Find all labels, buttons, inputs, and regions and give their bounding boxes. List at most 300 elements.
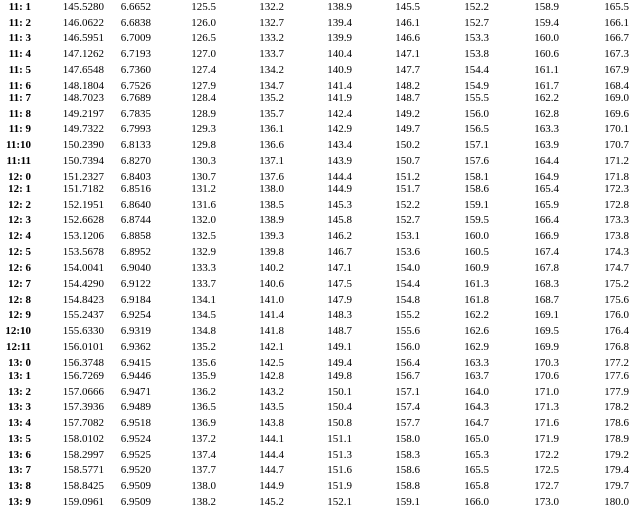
value-cell: 171.2 bbox=[604, 154, 629, 167]
value-cell: 176.8 bbox=[604, 340, 629, 353]
value-cell: 172.7 bbox=[534, 479, 559, 492]
value-cell: 159.4 bbox=[534, 16, 559, 29]
table-row bbox=[0, 433, 632, 445]
value-cell: 154.4 bbox=[464, 63, 489, 76]
value-cell: 156.7 bbox=[395, 370, 420, 382]
value-cell: 157.6 bbox=[464, 154, 489, 167]
value-cell: 133.3 bbox=[191, 261, 216, 274]
median-cell: 158.0102 bbox=[62, 432, 104, 445]
value-cell: 156.0 bbox=[464, 107, 489, 120]
value-cell: 135.2 bbox=[191, 340, 216, 353]
value-cell: 144.1 bbox=[259, 432, 284, 445]
sd-cell: 6.9520 bbox=[120, 464, 151, 477]
value-cell: 144.4 bbox=[259, 448, 284, 461]
value-cell: 138.0 bbox=[259, 183, 284, 195]
age-cell: 11:10 bbox=[5, 139, 31, 152]
value-cell: 166.9 bbox=[534, 230, 559, 243]
value-cell: 165.4 bbox=[534, 183, 559, 195]
value-cell: 163.3 bbox=[534, 123, 559, 136]
sd-cell: 6.9122 bbox=[120, 278, 151, 290]
value-cell: 177.6 bbox=[604, 370, 629, 382]
value-cell: 137.1 bbox=[259, 154, 284, 167]
value-cell: 171.6 bbox=[534, 417, 559, 430]
value-cell: 152.7 bbox=[464, 16, 489, 29]
median-cell: 148.7023 bbox=[62, 92, 104, 104]
value-cell: 151.2 bbox=[395, 170, 420, 183]
value-cell: 153.3 bbox=[464, 32, 489, 45]
value-cell: 171.8 bbox=[604, 170, 629, 183]
value-cell: 144.9 bbox=[259, 479, 284, 492]
table-row bbox=[0, 464, 632, 476]
value-cell: 164.4 bbox=[534, 154, 559, 167]
age-cell: 12: 9 bbox=[8, 309, 31, 322]
value-cell: 154.8 bbox=[395, 293, 420, 306]
value-cell: 178.9 bbox=[604, 432, 629, 445]
value-cell: 136.6 bbox=[259, 139, 284, 152]
value-cell: 159.1 bbox=[395, 495, 420, 508]
value-cell: 162.9 bbox=[464, 340, 489, 353]
table-row bbox=[0, 214, 632, 226]
value-cell: 175.6 bbox=[604, 293, 629, 306]
value-cell: 133.2 bbox=[259, 32, 284, 45]
value-cell: 138.5 bbox=[259, 198, 284, 211]
age-cell: 11: 6 bbox=[8, 79, 31, 92]
sd-cell: 6.7526 bbox=[120, 79, 151, 92]
sd-cell: 6.9524 bbox=[120, 432, 151, 445]
value-cell: 179.4 bbox=[604, 464, 629, 477]
age-cell: 12: 6 bbox=[8, 261, 31, 274]
value-cell: 150.8 bbox=[327, 417, 352, 430]
value-cell: 127.9 bbox=[191, 79, 216, 92]
value-cell: 169.5 bbox=[534, 325, 559, 338]
value-cell: 143.5 bbox=[259, 401, 284, 414]
sd-cell: 6.9040 bbox=[120, 261, 151, 274]
value-cell: 164.9 bbox=[534, 170, 559, 183]
median-cell: 152.6628 bbox=[62, 214, 104, 227]
value-cell: 158.1 bbox=[464, 170, 489, 183]
value-cell: 170.7 bbox=[604, 139, 629, 152]
value-cell: 161.8 bbox=[464, 293, 489, 306]
value-cell: 177.9 bbox=[604, 385, 629, 398]
value-cell: 151.1 bbox=[327, 432, 352, 445]
median-cell: 155.2437 bbox=[62, 309, 104, 322]
value-cell: 171.3 bbox=[534, 401, 559, 414]
value-cell: 141.4 bbox=[327, 79, 352, 92]
value-cell: 144.4 bbox=[327, 170, 352, 183]
value-cell: 155.6 bbox=[395, 325, 420, 338]
sd-cell: 6.8133 bbox=[120, 139, 151, 152]
value-cell: 129.8 bbox=[191, 139, 216, 152]
value-cell: 170.1 bbox=[604, 123, 629, 136]
value-cell: 145.2 bbox=[259, 495, 284, 508]
sd-cell: 6.9525 bbox=[120, 448, 151, 461]
sd-cell: 6.9362 bbox=[120, 340, 151, 353]
median-cell: 158.8425 bbox=[62, 479, 104, 492]
value-cell: 148.7 bbox=[395, 92, 420, 104]
median-cell: 157.0666 bbox=[62, 385, 104, 398]
value-cell: 162.6 bbox=[464, 325, 489, 338]
sd-cell: 6.9489 bbox=[120, 401, 151, 414]
median-cell: 149.2197 bbox=[62, 107, 104, 120]
table-row bbox=[0, 309, 632, 321]
sd-cell: 6.8858 bbox=[120, 230, 151, 243]
value-cell: 157.7 bbox=[395, 417, 420, 430]
value-cell: 171.9 bbox=[534, 432, 559, 445]
value-cell: 146.6 bbox=[395, 32, 420, 45]
value-cell: 135.6 bbox=[191, 356, 216, 369]
value-cell: 131.2 bbox=[191, 183, 216, 195]
value-cell: 145.3 bbox=[327, 198, 352, 211]
sd-cell: 6.6652 bbox=[120, 1, 151, 13]
value-cell: 128.9 bbox=[191, 107, 216, 120]
value-cell: 141.9 bbox=[327, 92, 352, 104]
age-cell: 11: 5 bbox=[8, 63, 31, 76]
value-cell: 158.0 bbox=[395, 432, 420, 445]
value-cell: 146.1 bbox=[395, 16, 420, 29]
sd-cell: 6.8403 bbox=[120, 170, 151, 183]
value-cell: 150.2 bbox=[395, 139, 420, 152]
table-row bbox=[0, 155, 632, 167]
value-cell: 130.3 bbox=[191, 154, 216, 167]
table-row bbox=[0, 386, 632, 398]
value-cell: 134.5 bbox=[191, 309, 216, 322]
table-row bbox=[0, 171, 632, 183]
value-cell: 132.2 bbox=[259, 1, 284, 13]
value-cell: 159.1 bbox=[464, 198, 489, 211]
value-cell: 138.2 bbox=[191, 495, 216, 508]
value-cell: 148.3 bbox=[327, 309, 352, 322]
value-cell: 142.9 bbox=[327, 123, 352, 136]
table-row bbox=[0, 401, 632, 413]
value-cell: 127.0 bbox=[191, 48, 216, 61]
age-cell: 12: 2 bbox=[8, 198, 31, 211]
value-cell: 156.4 bbox=[395, 356, 420, 369]
value-cell: 154.4 bbox=[395, 278, 420, 290]
value-cell: 154.0 bbox=[395, 261, 420, 274]
median-cell: 156.7269 bbox=[62, 370, 104, 382]
value-cell: 138.9 bbox=[259, 214, 284, 227]
median-cell: 152.1951 bbox=[62, 198, 104, 211]
value-cell: 175.2 bbox=[604, 278, 629, 290]
sd-cell: 6.7835 bbox=[120, 107, 151, 120]
value-cell: 158.6 bbox=[464, 183, 489, 195]
value-cell: 179.7 bbox=[604, 479, 629, 492]
value-cell: 165.5 bbox=[464, 464, 489, 477]
table-row bbox=[0, 80, 632, 92]
value-cell: 178.6 bbox=[604, 417, 629, 430]
table-row bbox=[0, 17, 632, 29]
value-cell: 137.7 bbox=[191, 464, 216, 477]
table-row bbox=[0, 64, 632, 76]
median-cell: 156.3748 bbox=[62, 356, 104, 369]
age-cell: 11: 8 bbox=[8, 107, 31, 120]
median-cell: 150.7394 bbox=[62, 154, 104, 167]
value-cell: 157.4 bbox=[395, 401, 420, 414]
value-cell: 140.6 bbox=[259, 278, 284, 290]
median-cell: 151.2327 bbox=[62, 170, 104, 183]
age-cell: 13: 7 bbox=[8, 464, 31, 477]
value-cell: 140.4 bbox=[327, 48, 352, 61]
value-cell: 160.5 bbox=[464, 245, 489, 258]
value-cell: 146.7 bbox=[327, 245, 352, 258]
value-cell: 149.8 bbox=[327, 370, 352, 382]
value-cell: 169.6 bbox=[604, 107, 629, 120]
value-cell: 137.2 bbox=[191, 432, 216, 445]
value-cell: 148.7 bbox=[327, 325, 352, 338]
median-cell: 150.2390 bbox=[62, 139, 104, 152]
value-cell: 157.1 bbox=[464, 139, 489, 152]
value-cell: 165.3 bbox=[464, 448, 489, 461]
value-cell: 132.7 bbox=[259, 16, 284, 29]
value-cell: 150.4 bbox=[327, 401, 352, 414]
sd-cell: 6.9184 bbox=[120, 293, 151, 306]
age-cell: 12: 4 bbox=[8, 230, 31, 243]
table-row bbox=[0, 417, 632, 429]
table-row bbox=[0, 246, 632, 258]
table-row bbox=[0, 357, 632, 369]
age-cell: 13: 6 bbox=[8, 448, 31, 461]
age-cell: 12: 8 bbox=[8, 293, 31, 306]
value-cell: 140.2 bbox=[259, 261, 284, 274]
value-cell: 151.9 bbox=[327, 479, 352, 492]
value-cell: 152.1 bbox=[327, 495, 352, 508]
value-cell: 126.0 bbox=[191, 16, 216, 29]
value-cell: 163.3 bbox=[464, 356, 489, 369]
value-cell: 147.9 bbox=[327, 293, 352, 306]
value-cell: 135.7 bbox=[259, 107, 284, 120]
table-row bbox=[0, 496, 632, 508]
value-cell: 161.1 bbox=[534, 63, 559, 76]
value-cell: 139.4 bbox=[327, 16, 352, 29]
age-cell: 11:11 bbox=[6, 154, 31, 167]
value-cell: 148.2 bbox=[395, 79, 420, 92]
sd-cell: 6.9509 bbox=[120, 479, 151, 492]
value-cell: 149.7 bbox=[395, 123, 420, 136]
value-cell: 145.5 bbox=[395, 1, 420, 13]
age-cell: 11: 9 bbox=[8, 123, 31, 136]
value-cell: 169.1 bbox=[534, 309, 559, 322]
value-cell: 173.8 bbox=[604, 230, 629, 243]
sd-cell: 6.7689 bbox=[120, 92, 151, 104]
value-cell: 147.1 bbox=[395, 48, 420, 61]
median-cell: 155.6330 bbox=[62, 325, 104, 338]
value-cell: 137.4 bbox=[191, 448, 216, 461]
sd-cell: 6.8744 bbox=[120, 214, 151, 227]
value-cell: 132.5 bbox=[191, 230, 216, 243]
sd-cell: 6.9415 bbox=[120, 356, 151, 369]
median-cell: 145.5280 bbox=[62, 1, 104, 13]
age-cell: 12: 1 bbox=[8, 183, 31, 195]
value-cell: 158.9 bbox=[534, 1, 559, 13]
sd-cell: 6.9471 bbox=[120, 385, 151, 398]
value-cell: 173.3 bbox=[604, 214, 629, 227]
median-cell: 151.7182 bbox=[62, 183, 104, 195]
median-cell: 154.8423 bbox=[62, 293, 104, 306]
value-cell: 167.9 bbox=[604, 63, 629, 76]
table-row bbox=[0, 183, 632, 195]
value-cell: 133.7 bbox=[259, 48, 284, 61]
value-cell: 166.1 bbox=[604, 16, 629, 29]
value-cell: 172.8 bbox=[604, 198, 629, 211]
value-cell: 162.8 bbox=[534, 107, 559, 120]
value-cell: 172.5 bbox=[534, 464, 559, 477]
table-row bbox=[0, 480, 632, 492]
value-cell: 137.6 bbox=[259, 170, 284, 183]
median-cell: 154.0041 bbox=[62, 261, 104, 274]
value-cell: 142.4 bbox=[327, 107, 352, 120]
value-cell: 155.5 bbox=[464, 92, 489, 104]
value-cell: 171.0 bbox=[534, 385, 559, 398]
value-cell: 145.8 bbox=[327, 214, 352, 227]
sd-cell: 6.8640 bbox=[120, 198, 151, 211]
value-cell: 157.1 bbox=[395, 385, 420, 398]
age-cell: 12:10 bbox=[5, 325, 31, 338]
value-cell: 165.5 bbox=[604, 1, 629, 13]
value-cell: 169.0 bbox=[604, 92, 629, 104]
value-cell: 173.0 bbox=[534, 495, 559, 508]
sd-cell: 6.9518 bbox=[120, 417, 151, 430]
value-cell: 127.4 bbox=[191, 63, 216, 76]
value-cell: 153.1 bbox=[395, 230, 420, 243]
value-cell: 163.9 bbox=[534, 139, 559, 152]
age-cell: 13: 2 bbox=[8, 385, 31, 398]
value-cell: 147.5 bbox=[327, 278, 352, 290]
value-cell: 131.6 bbox=[191, 198, 216, 211]
value-cell: 174.7 bbox=[604, 261, 629, 274]
value-cell: 176.0 bbox=[604, 309, 629, 322]
value-cell: 144.9 bbox=[327, 183, 352, 195]
value-cell: 142.8 bbox=[259, 370, 284, 382]
value-cell: 167.4 bbox=[534, 245, 559, 258]
table-row bbox=[0, 449, 632, 461]
value-cell: 140.9 bbox=[327, 63, 352, 76]
value-cell: 165.8 bbox=[464, 479, 489, 492]
value-cell: 164.7 bbox=[464, 417, 489, 430]
value-cell: 178.2 bbox=[604, 401, 629, 414]
value-cell: 160.0 bbox=[464, 230, 489, 243]
value-cell: 138.0 bbox=[191, 479, 216, 492]
table-row bbox=[0, 92, 632, 104]
value-cell: 172.3 bbox=[604, 183, 629, 195]
value-cell: 134.2 bbox=[259, 63, 284, 76]
value-cell: 136.1 bbox=[259, 123, 284, 136]
sd-cell: 6.9319 bbox=[120, 325, 151, 338]
value-cell: 174.3 bbox=[604, 245, 629, 258]
value-cell: 165.9 bbox=[534, 198, 559, 211]
value-cell: 138.9 bbox=[327, 1, 352, 13]
value-cell: 163.7 bbox=[464, 370, 489, 382]
value-cell: 162.2 bbox=[464, 309, 489, 322]
sd-cell: 6.7993 bbox=[120, 123, 151, 136]
median-cell: 157.3936 bbox=[62, 401, 104, 414]
value-cell: 161.7 bbox=[534, 79, 559, 92]
value-cell: 156.0 bbox=[395, 340, 420, 353]
value-cell: 152.2 bbox=[464, 1, 489, 13]
age-cell: 13: 3 bbox=[8, 401, 31, 414]
value-cell: 168.7 bbox=[534, 293, 559, 306]
median-cell: 156.0101 bbox=[62, 340, 104, 353]
value-cell: 143.4 bbox=[327, 139, 352, 152]
median-cell: 146.0622 bbox=[62, 16, 104, 29]
table-row bbox=[0, 325, 632, 337]
value-cell: 134.7 bbox=[259, 79, 284, 92]
value-cell: 158.8 bbox=[395, 479, 420, 492]
table-row bbox=[0, 230, 632, 242]
value-cell: 156.5 bbox=[464, 123, 489, 136]
value-cell: 159.5 bbox=[464, 214, 489, 227]
value-cell: 136.9 bbox=[191, 417, 216, 430]
value-cell: 136.2 bbox=[191, 385, 216, 398]
table-row bbox=[0, 108, 632, 120]
table-row bbox=[0, 48, 632, 60]
value-cell: 132.0 bbox=[191, 214, 216, 227]
sd-cell: 6.6838 bbox=[120, 16, 151, 29]
age-cell: 12: 7 bbox=[8, 278, 31, 290]
value-cell: 126.5 bbox=[191, 32, 216, 45]
value-cell: 151.6 bbox=[327, 464, 352, 477]
value-cell: 158.6 bbox=[395, 464, 420, 477]
sd-cell: 6.8952 bbox=[120, 245, 151, 258]
age-cell: 12:11 bbox=[5, 340, 31, 353]
table-row bbox=[0, 370, 632, 382]
value-cell: 150.7 bbox=[395, 154, 420, 167]
value-cell: 168.4 bbox=[604, 79, 629, 92]
value-cell: 167.3 bbox=[604, 48, 629, 61]
table-row bbox=[0, 139, 632, 151]
table-row bbox=[0, 262, 632, 274]
median-cell: 157.7082 bbox=[62, 417, 104, 430]
value-cell: 133.7 bbox=[191, 278, 216, 290]
sd-cell: 6.9254 bbox=[120, 309, 151, 322]
sd-cell: 6.9446 bbox=[120, 370, 151, 382]
table-row bbox=[0, 123, 632, 135]
value-cell: 166.4 bbox=[534, 214, 559, 227]
value-cell: 146.2 bbox=[327, 230, 352, 243]
age-cell: 11: 4 bbox=[8, 48, 31, 61]
value-cell: 161.3 bbox=[464, 278, 489, 290]
value-cell: 160.9 bbox=[464, 261, 489, 274]
value-cell: 179.2 bbox=[604, 448, 629, 461]
value-cell: 176.4 bbox=[604, 325, 629, 338]
value-cell: 162.2 bbox=[534, 92, 559, 104]
age-cell: 13: 5 bbox=[8, 432, 31, 445]
value-cell: 165.0 bbox=[464, 432, 489, 445]
value-cell: 141.8 bbox=[259, 325, 284, 338]
value-cell: 170.3 bbox=[534, 356, 559, 369]
value-cell: 160.6 bbox=[534, 48, 559, 61]
value-cell: 150.1 bbox=[327, 385, 352, 398]
value-cell: 143.9 bbox=[327, 154, 352, 167]
age-cell: 11: 7 bbox=[8, 92, 31, 104]
age-cell: 12: 3 bbox=[8, 214, 31, 227]
value-cell: 135.9 bbox=[191, 370, 216, 382]
value-cell: 151.3 bbox=[327, 448, 352, 461]
value-cell: 152.2 bbox=[395, 198, 420, 211]
value-cell: 149.4 bbox=[327, 356, 352, 369]
table-row bbox=[0, 32, 632, 44]
median-cell: 158.5771 bbox=[62, 464, 104, 477]
value-cell: 141.0 bbox=[259, 293, 284, 306]
value-cell: 139.8 bbox=[259, 245, 284, 258]
value-cell: 147.7 bbox=[395, 63, 420, 76]
value-cell: 134.1 bbox=[191, 293, 216, 306]
sd-cell: 6.7009 bbox=[120, 32, 151, 45]
value-cell: 134.8 bbox=[191, 325, 216, 338]
median-cell: 147.6548 bbox=[62, 63, 104, 76]
value-cell: 170.6 bbox=[534, 370, 559, 382]
value-cell: 139.3 bbox=[259, 230, 284, 243]
value-cell: 166.7 bbox=[604, 32, 629, 45]
